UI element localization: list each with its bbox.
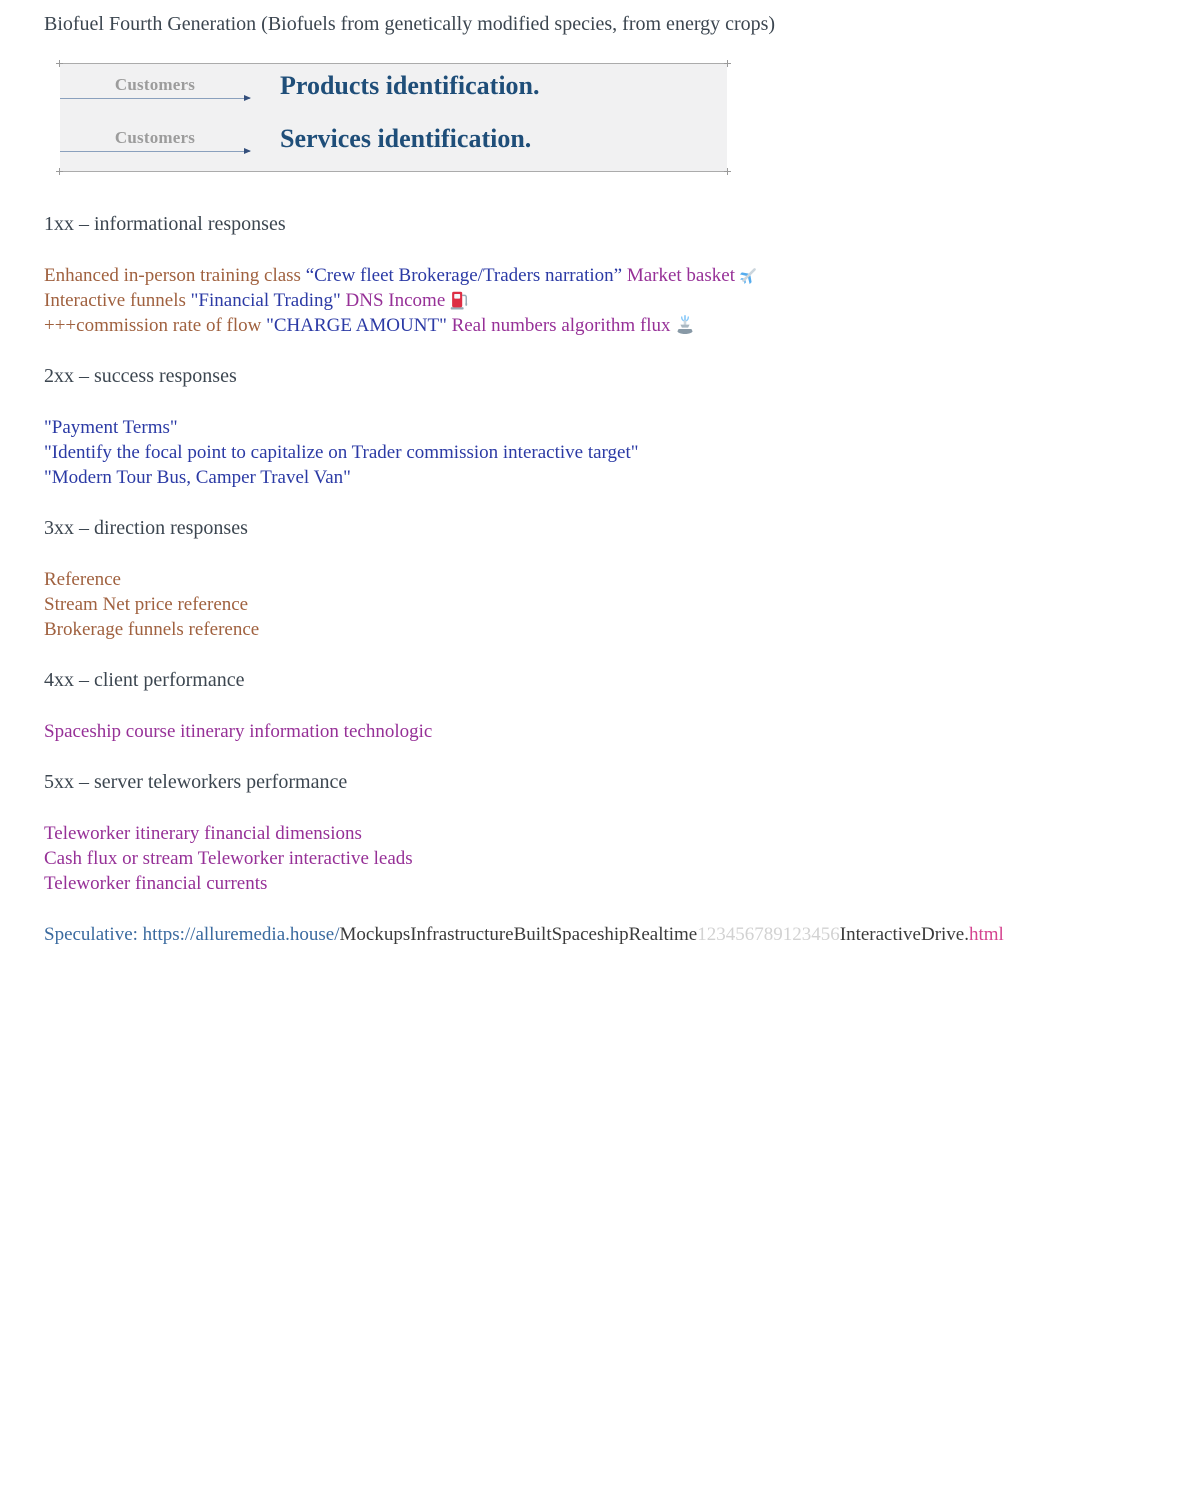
list-item: Spaceship course itinerary information technologic [44, 721, 433, 742]
actor-label: Customers [114, 75, 196, 94]
url-path: MockupsInfrastructureBuiltSpaceshipRealtime [339, 924, 698, 945]
list-item [44, 288, 1200, 313]
sequence-diagram-box [60, 63, 727, 172]
list-item: Teleworker financial currents [44, 873, 268, 894]
url-path-digits: 123456789123456 [697, 924, 840, 945]
url-link[interactable]: https://alluremedia.house/ [142, 924, 340, 945]
list-item: "Identify the focal point to capitalize on Trader commission interactive target" [44, 442, 639, 463]
list-item: Cash flux or stream Teleworker interactive leads [44, 848, 413, 869]
list-item [44, 263, 1200, 288]
url-path: InteractiveDrive. [839, 924, 969, 945]
footer-url-line [44, 922, 1200, 947]
list-item: Stream Net price reference [44, 594, 249, 615]
section-heading-1xx: 1xx – informational responses [44, 213, 286, 235]
arrow-right-icon [60, 151, 250, 152]
section-heading-4xx: 4xx – client performance [44, 669, 245, 691]
line-segment: Market basket [622, 265, 735, 286]
airplane-icon [738, 264, 760, 286]
section-heading-2xx: 2xx – success responses [44, 365, 237, 387]
line-group-4xx [44, 719, 1200, 744]
actor-label: Customers [114, 128, 196, 147]
line-group-1xx [44, 263, 1200, 338]
list-item: Teleworker itinerary financial dimensions [44, 823, 362, 844]
diagram-row [60, 64, 727, 117]
line-segment: “Crew fleet Brokerage/Traders narration” [305, 265, 623, 286]
url-label: Speculative: [44, 924, 143, 945]
list-item: "Payment Terms" [44, 417, 178, 438]
line-segment: +++commission rate of flow [44, 315, 267, 336]
fountain-icon [674, 314, 696, 336]
line-segment: "Financial Trading" [190, 290, 341, 311]
line-segment: DNS Income [340, 290, 446, 311]
page-title: Biofuel Fourth Generation (Biofuels from genetically modified species, from energy crops) [44, 13, 776, 35]
line-group-5xx [44, 821, 1200, 896]
diagram-message: Products identification. [280, 71, 540, 100]
diagram-row [60, 117, 727, 170]
line-segment: Interactive funnels [44, 290, 191, 311]
list-item: Brokerage funnels reference [44, 619, 260, 640]
url-extension: html [968, 924, 1004, 945]
arrow-right-icon [60, 98, 250, 99]
list-item: Reference [44, 569, 121, 590]
line-segment: "CHARGE AMOUNT" [266, 315, 447, 336]
line-segment: Real numbers algorithm flux [446, 315, 671, 336]
document-page [0, 12, 1200, 947]
line-group-3xx [44, 567, 1200, 642]
diagram-message: Services identification. [280, 124, 532, 153]
line-segment: Enhanced in-person training class [44, 265, 306, 286]
line-group-2xx [44, 415, 1200, 490]
list-item [44, 313, 1200, 338]
fuel-pump-icon [448, 289, 470, 311]
list-item: "Modern Tour Bus, Camper Travel Van" [44, 467, 351, 488]
section-heading-5xx: 5xx – server teleworkers performance [44, 771, 348, 793]
section-heading-3xx: 3xx – direction responses [44, 517, 248, 539]
